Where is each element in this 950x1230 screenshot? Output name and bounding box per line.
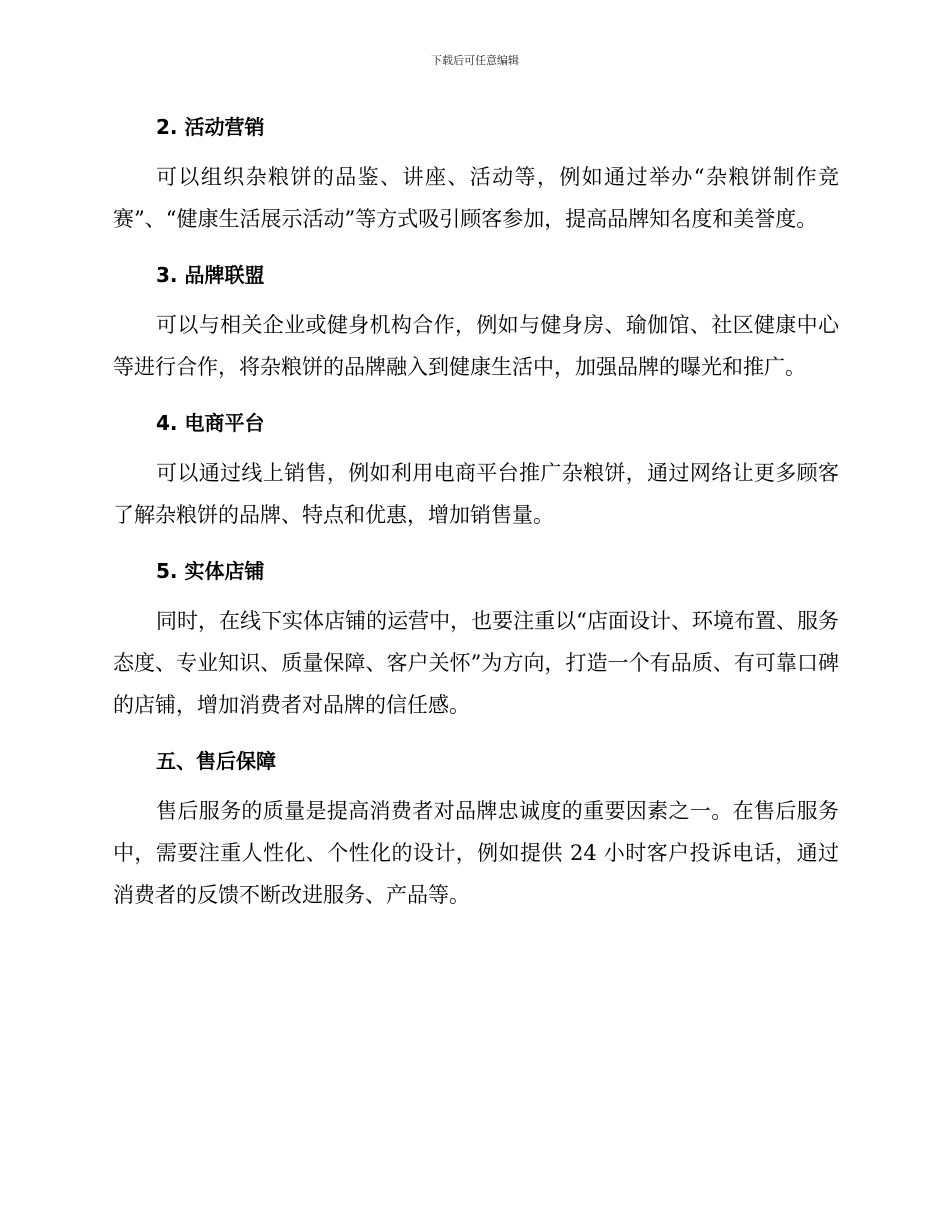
section-ecommerce-platform — [113, 408, 839, 536]
section-paragraph: 售后服务的质量是提高消费者对品牌忠诚度的重要因素之一。在售后服务中，需要注重人性化、个性化的设计，例如提供 24 小时客户投诉电话，通过消费者的反馈不断改进服务、产品等。 — [113, 799, 839, 907]
section-activity-marketing — [113, 112, 839, 240]
section-heading: 4. 电商平台 — [156, 411, 265, 435]
section-heading: 3. 品牌联盟 — [156, 263, 265, 287]
document-body — [113, 112, 839, 936]
section-heading: 2. 活动营销 — [156, 115, 265, 139]
section-brand-alliance — [113, 260, 839, 388]
section-heading: 5. 实体店铺 — [156, 559, 265, 583]
section-after-sales — [113, 746, 839, 916]
section-paragraph: 可以通过线上销售，例如利用电商平台推广杂粮饼，通过网络让更多顾客了解杂粮饼的品牌、特点和优惠，增加销售量。 — [113, 461, 839, 527]
page-header: 下载后可任意编辑 — [431, 54, 519, 67]
section-paragraph: 可以组织杂粮饼的品鉴、讲座、活动等，例如通过举办“杂粮饼制作竞赛”、“健康生活展示活动”等方式吸引顾客参加，提高品牌知名度和美誉度。 — [113, 165, 839, 231]
section-paragraph: 同时，在线下实体店铺的运营中，也要注重以“店面设计、环境布置、服务态度、专业知识、质量保障、客户关怀”为方向，打造一个有品质、有可靠口碑的店铺，增加消费者对品牌的信任感。 — [113, 609, 839, 717]
section-physical-store — [113, 556, 839, 726]
section-paragraph: 可以与相关企业或健身机构合作，例如与健身房、瑜伽馆、社区健康中心等进行合作，将杂粮饼的品牌融入到健康生活中，加强品牌的曝光和推广。 — [113, 313, 839, 379]
section-heading: 五、售后保障 — [156, 749, 276, 773]
